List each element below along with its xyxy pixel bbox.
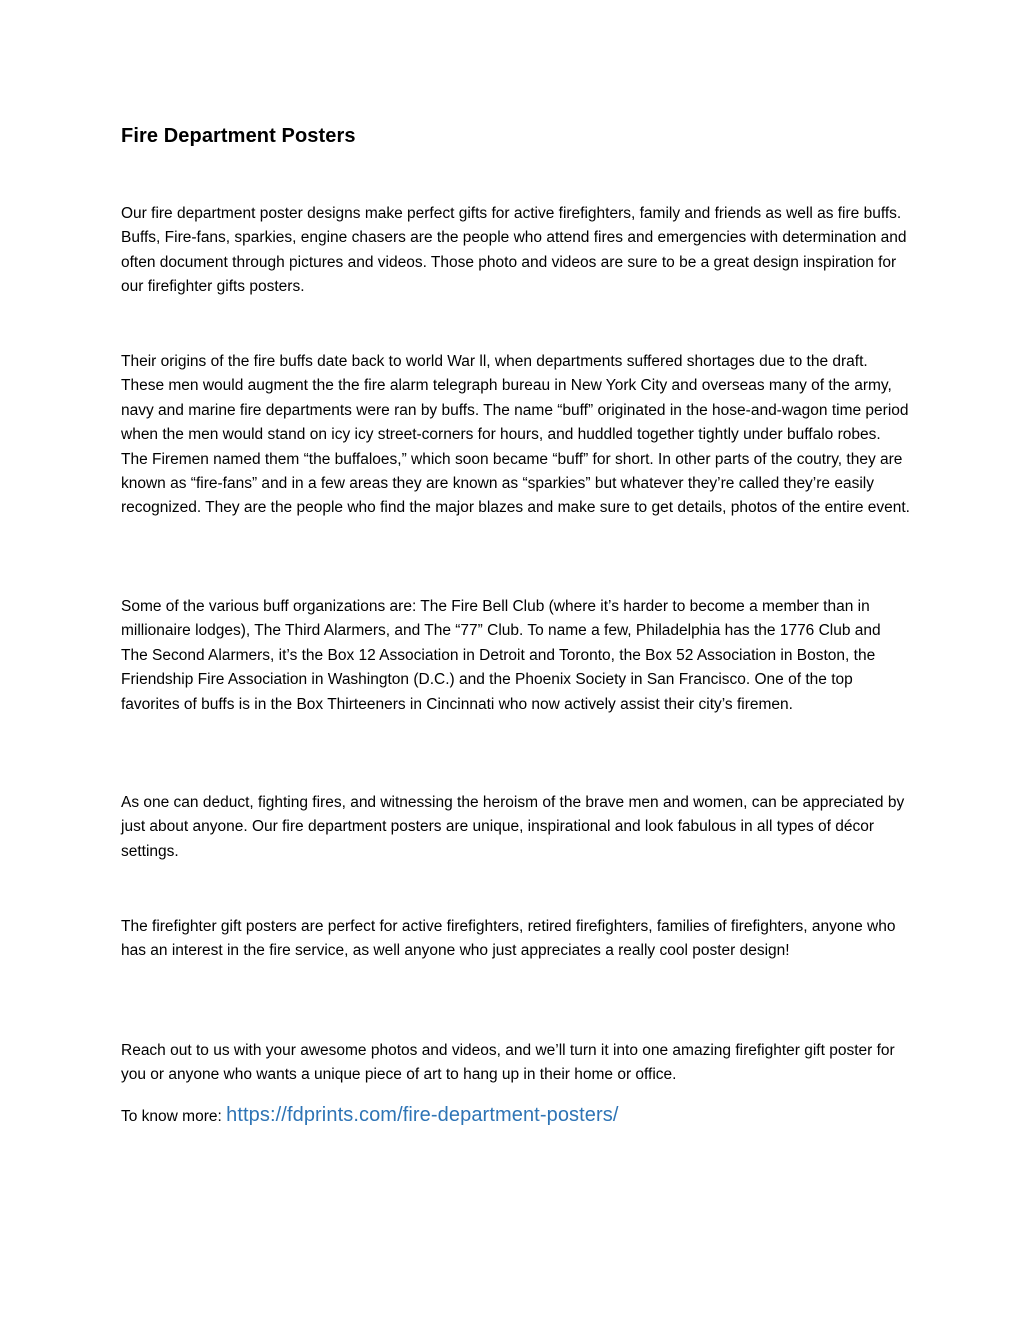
know-more-line [121,1100,911,1132]
paragraph-organizations: Some of the various buff organizations are: The Fire Bell Club (where it’s harder to become a member than in millionaire lodges), The Third Alarmers, and The “77” Club. To name a few, Philadelphia has the 1776 Club and The Second Alarmers, it’s the Box 12 Association in Detroit and Toronto, the Box 52 Association in Boston, the Friendship Fire Association in Washington (D.C.) and the Phoenix Society in San Francisco. One of the top favorites of buffs is in the Box Thirteeners in Cincinnati who now actively assist their city’s firemen. [121,598,881,713]
page-title: Fire Department Posters [121,125,356,147]
know-more-label: To know more: [121,1108,227,1125]
paragraph-intro: Our fire department poster designs make perfect gifts for active firefighters, family and friends as well as fire buffs. Buffs, Fire-fans, sparkies, engine chasers are the people who attend fires and emergencies with determination and often document through pictures and videos. Those photo and videos are sure to be a great design inspiration for our firefighter gifts posters. [121,205,907,296]
paragraph-origins: Their origins of the fire buffs date back to world War ll, when departments suffered shortages due to the draft. These men would augment the the fire alarm telegraph bureau in New York City and overseas many of the army, navy and marine fire departments were ran by buffs. The name “buff” originated in the hose-and-wagon time period when the men would stand on icy icy street-corners for hours, and huddled together tightly under buffalo robes. The Firemen named them “the buffaloes,” which soon became “buff” for short. In other parts of the coutry, they are known as “fire-fans” and in a few areas they are known as “sparkies” but whatever they’re called they’re easily recognized. They are the people who find the major blazes and make sure to get details, photos of the entire event. [121,353,910,517]
paragraph-appreciation: As one can deduct, fighting fires, and witnessing the heroism of the brave men and women, can be appreciated by just about anyone. Our fire department posters are unique, inspirational and look fabulous in all types of décor settings. [121,794,905,860]
fdprints-link[interactable]: https://fdprints.com/fire-department-posters/ [226,1104,619,1126]
paragraph-audience: The firefighter gift posters are perfect for active firefighters, retired firefighters, families of firefighters, anyone who has an interest in the fire service, as well anyone who just appreciates a really cool poster design! [121,918,896,960]
paragraph-call-to-action: Reach out to us with your awesome photos and videos, and we’ll turn it into one amazing firefighter gift poster for you or anyone who wants a unique piece of art to hang up in their home or office. [121,1042,895,1084]
